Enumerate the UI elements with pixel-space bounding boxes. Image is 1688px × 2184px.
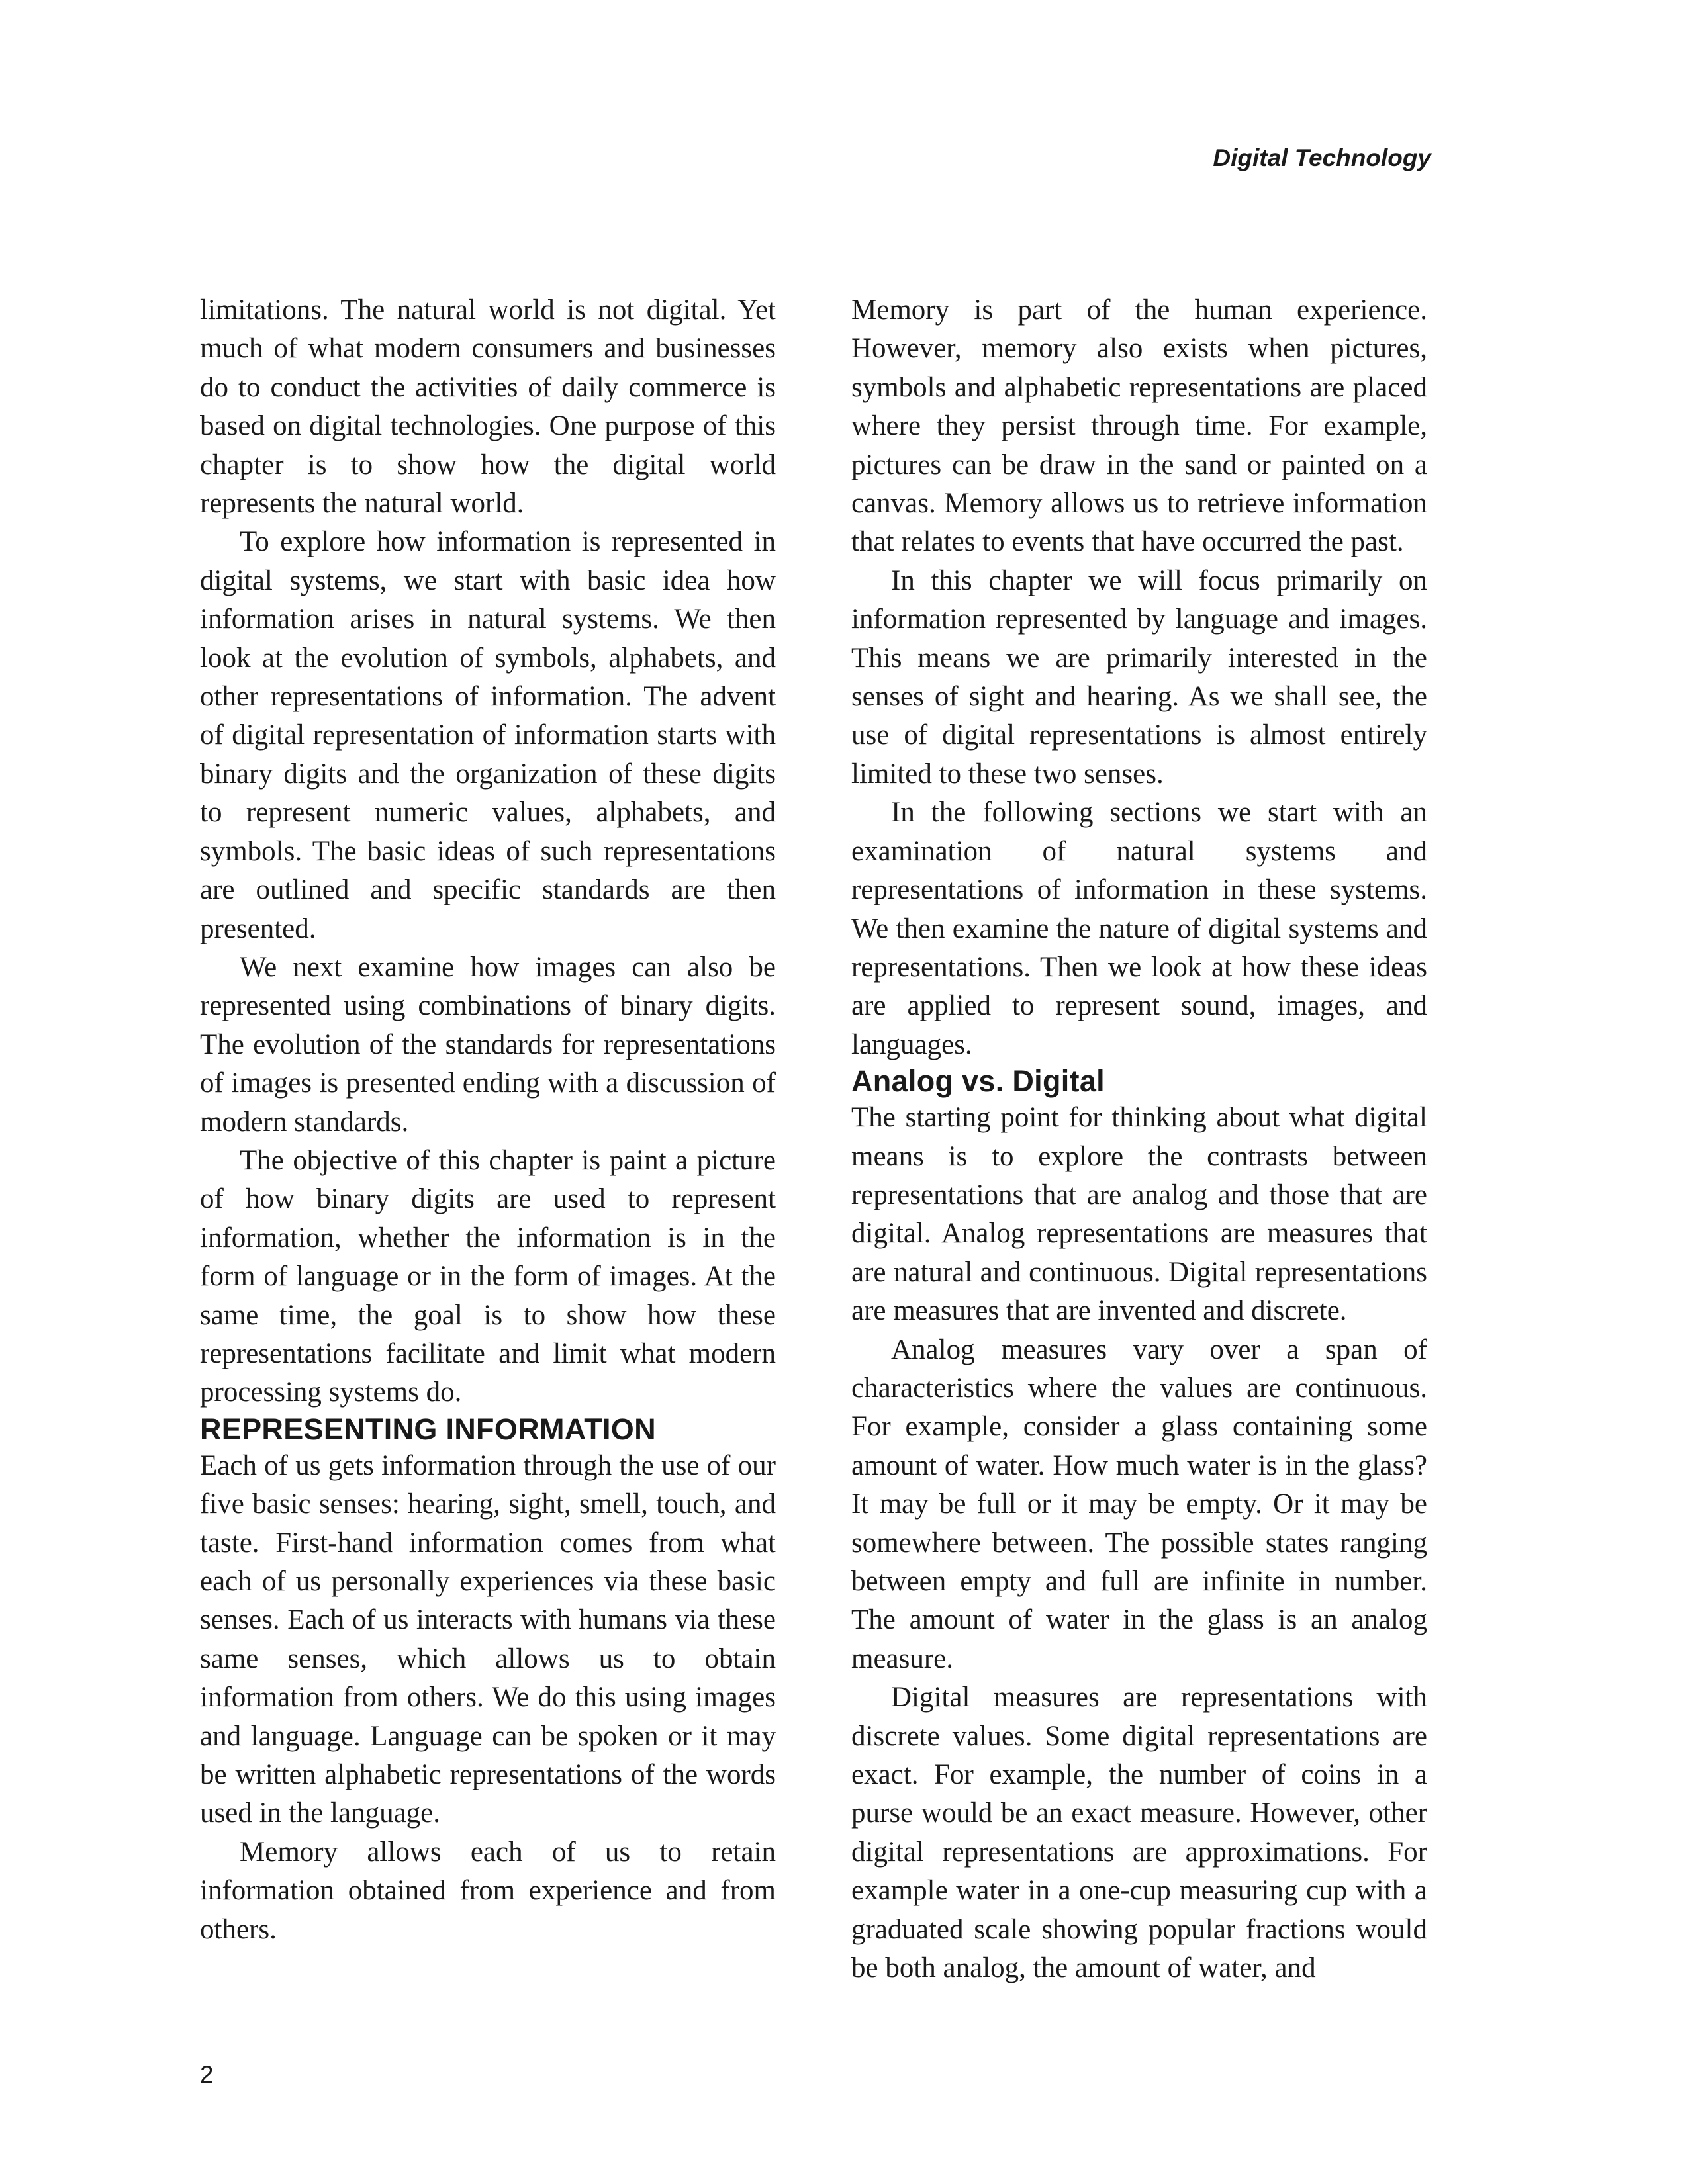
right-column	[851, 291, 1427, 1987]
paragraph: The starting point for thinking about what digital means is to explore the contrasts between representations that are analog and those that are digital. Analog representations are measures that are natural and continuous. Digital representations are measures that are invented and discrete.	[851, 1102, 1427, 1327]
paragraph: In this chapter we will focus primarily on information represented by language and images. This means we are primarily interested in the senses of sight and hearing. As we shall see, the use of digital representations is almost entirely limited to these two senses.	[851, 565, 1427, 790]
page-number: 2	[200, 2061, 214, 2088]
left-column	[200, 291, 776, 1949]
paragraph: Each of us gets information through the use of our five basic senses: hearing, sight, smell, touch, and taste. First-hand information comes from what each of us personally experiences via these basic senses. Each of us interacts with humans via these same senses, which allows us to obtain information from others. We do this using images and language. Language can be spoken or it may be written alphabetic representations of the words used in the language.	[200, 1449, 776, 1829]
paragraph: limitations. The natural world is not digital. Yet much of what modern consumers and businesses do to conduct the activities of daily commerce is based on digital technologies. One purpose of this chapter is to show how the digital world represents the natural world.	[200, 295, 776, 520]
paragraph: Digital measures are representations with discrete values. Some digital representations are exact. For example, the number of coins in a purse would be an exact measure. However, other digital representations are approximations. For example water in a one-cup measuring cup with a graduated scale showing popular fractions would be both analog, the amount of water, and	[851, 1682, 1427, 1984]
paragraph: Memory is part of the human experience. However, memory also exists when pictures, symbols and alphabetic representations are placed where they persist through time. For example, pictures can be draw in the sand or painted on a canvas. Memory allows us to retrieve information that relates to events that have occurred the past.	[851, 295, 1427, 558]
paragraph: To explore how information is represented in digital systems, we start with basic idea how information arises in natural systems. We then look at the evolution of symbols, alphabets, and other representations of information. The advent of digital representation of information starts with binary digits and the organization of these digits to represent numeric values, alphabets, and symbols. The basic ideas of such representations are outlined and specific standards are then presented.	[200, 526, 776, 944]
running-header-title: Digital Technology	[1213, 144, 1431, 171]
paragraph: Memory allows each of us to retain information obtained from experience and from others.	[200, 1836, 776, 1945]
paragraph: We next examine how images can also be represented using combinations of binary digits. The evolution of the standards for representations of images is presented ending with a discussion of modern standards.	[200, 951, 776, 1138]
paragraph: Analog measures vary over a span of characteristics where the values are continuous. For example, consider a glass containing some amount of water. How much water is in the glass? It may be full or it may be empty. Or it may be somewhere between. The possible states ranging between empty and full are infinite in number. The amount of water in the glass is an analog measure.	[851, 1334, 1427, 1674]
paragraph: The objective of this chapter is paint a picture of how binary digits are used to represent information, whether the information is in the form of language or in the form of images. At the same time, the goal is to show how these representations facilitate and limit what modern processing systems do.	[200, 1144, 776, 1408]
paragraph: In the following sections we start with an examination of natural systems and representations of information in these systems. We then examine the nature of digital systems and representations. Then we look at how these ideas are applied to represent sound, images, and languages.	[851, 797, 1427, 1060]
section-heading-analog-vs-digital: Analog vs. Digital	[851, 1064, 1105, 1099]
section-heading-representing-information: REPRESENTING INFORMATION	[200, 1412, 656, 1446]
